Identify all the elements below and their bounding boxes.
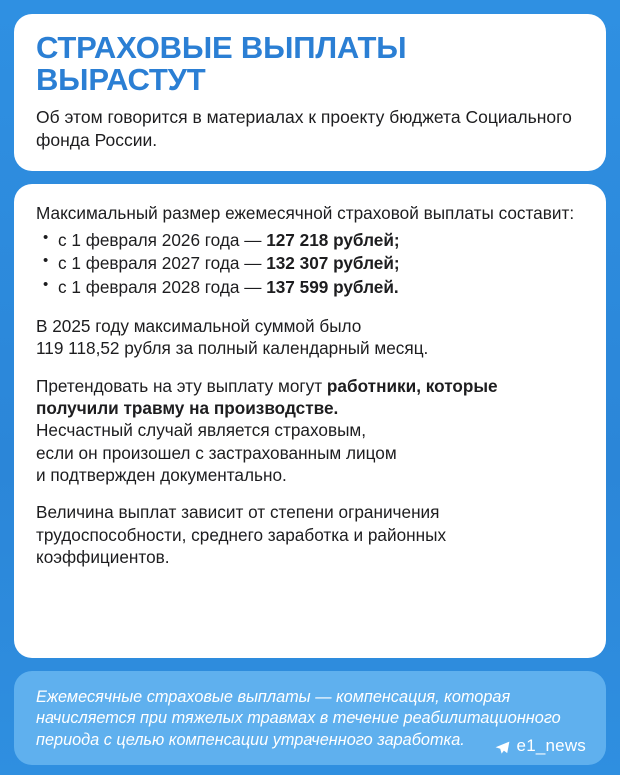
payment-amounts-block: [36, 202, 584, 300]
eligibility-highlight: работники, которые получили травму на производстве.: [36, 375, 498, 418]
eligibility-line-2: Несчастный случай является страховым,: [36, 420, 367, 441]
calculation-paragraph: Величина выплат зависит от степени ограничения трудоспособности, среднего заработка и районных коэффициентов.: [36, 502, 447, 568]
page-title: СТРАХОВЫЕ ВЫПЛАТЫ ВЫРАСТУТ: [36, 30, 407, 98]
list-item: [36, 252, 584, 276]
eligibility-line-4: и подтвержден документально.: [36, 464, 287, 485]
list-item: [36, 276, 584, 300]
payment-bullet-list: [36, 229, 584, 300]
body-card: [14, 184, 606, 657]
eligibility-intro: Претендовать на эту выплату могут: [36, 375, 327, 396]
telegram-icon: [495, 740, 510, 754]
bullet-date: с 1 февраля 2027 года —: [58, 253, 262, 274]
eligibility-paragraph: [36, 375, 584, 487]
eligibility-line-3: если он произошел с застрахованным лицом: [36, 442, 397, 463]
list-item: [36, 229, 584, 253]
payment-lead-text: Максимальный размер ежемесячной страховой выплаты составит:: [36, 203, 575, 224]
header-card: [14, 14, 606, 171]
footer-card: [14, 671, 606, 766]
bullet-amount: 127 218 рублей;: [266, 229, 400, 250]
header-subtitle: Об этом говорится в материалах к проекту бюджета Социального фонда России.: [36, 107, 572, 150]
bullet-amount: 132 307 рублей;: [266, 253, 400, 274]
bullet-date: с 1 февраля 2028 года —: [58, 277, 262, 298]
previous-year-paragraph: [36, 315, 584, 360]
bullet-amount: 137 599 рублей.: [266, 277, 399, 298]
channel-name: e1_news: [516, 736, 586, 755]
definition-note: Ежемесячные страховые выплаты — компенсация, которая начисляется при тяжелых травмах в течение реабилитационного периода с целью компенсации утраченного заработка.: [36, 687, 561, 749]
previous-year-line-2: 119 118,52 рубля за полный календарный месяц.: [36, 338, 429, 359]
previous-year-line-1: В 2025 году максимальной суммой было: [36, 315, 362, 336]
channel-credit[interactable]: [495, 736, 586, 756]
bullet-date: с 1 февраля 2026 года —: [58, 229, 262, 250]
